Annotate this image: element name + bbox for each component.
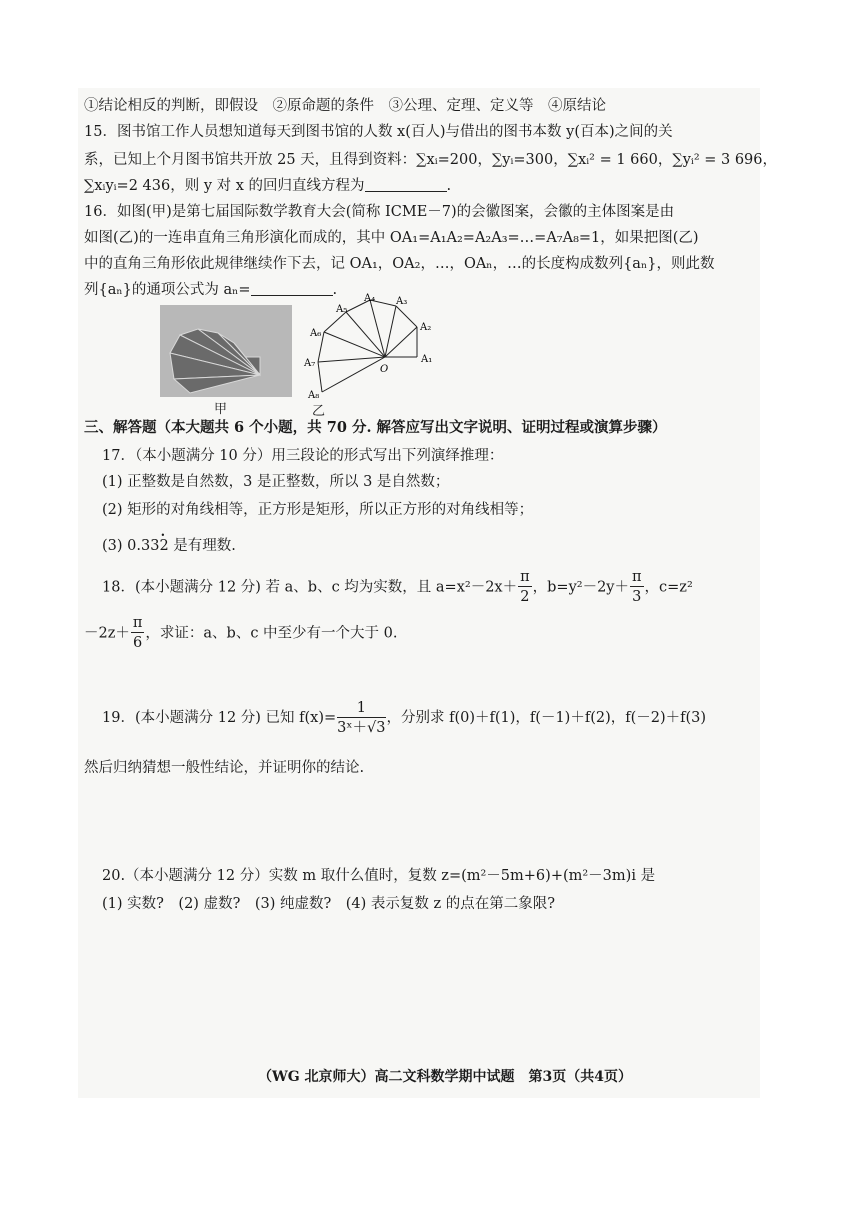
fraction-fx <box>337 699 385 738</box>
label-a1: A₁ <box>421 354 433 365</box>
label-a7: A₇ <box>304 358 316 369</box>
fraction-numerator: π <box>132 615 143 631</box>
label-a8: A₈ <box>308 390 320 401</box>
fraction-denominator: 2 <box>520 589 530 605</box>
section-3-heading: 三、解答题（本大题共 6 个小题，共 70 分. 解答应写出文字说明、证明过程或演算步骤） <box>84 419 667 436</box>
fraction-denominator: 3 <box>632 589 642 605</box>
label-a5: A₅ <box>336 304 348 315</box>
q20-line-1: 20.（本小题满分 12 分）实数 m 取什么值时，复数 z=(m²－5m+6)+(m²－3m)i 是 <box>102 868 656 884</box>
q17-item-3-text: 是有理数. <box>173 538 236 554</box>
repeating-digit: • 2 <box>159 538 168 554</box>
q16-text: 列{aₙ}的通项公式为 aₙ= <box>84 282 251 298</box>
q16-line-1: 16．如图(甲)是第七届国际数学教育大会(简称 ICME－7)的会徽图案，会徽的主体图案是由 <box>84 204 675 220</box>
q20-line-2: (1) 实数? (2) 虚数? (3) 纯虚数? (4) 表示复数 z 的点在第二象限? <box>102 896 556 912</box>
q17-item-3-number: (3) 0.33 <box>102 538 160 554</box>
spiral-lines <box>318 300 417 392</box>
fraction-pi-over-2 <box>518 568 532 607</box>
fraction-denominator: 6 <box>133 635 143 651</box>
q15-period: . <box>446 178 452 194</box>
q17-item-2: (2) 矩形的对角线相等，正方形是矩形，所以正方形的对角线相等； <box>102 502 534 518</box>
q19-text-b: ，分别求 f(0)＋f(1)，f(－1)＋f(2)，f(－2)＋f(3) <box>386 710 707 726</box>
q15-answer-blank <box>365 177 447 192</box>
label-a3: A₃ <box>396 296 408 307</box>
label-a4: A₄ <box>364 293 376 304</box>
q19-line-2: 然后归纳猜想一般性结论，并证明你的结论. <box>84 760 365 776</box>
q15-text: ∑xᵢyᵢ=2 436，则 y 对 x 的回归直线方程为 <box>84 178 365 194</box>
q17-item-3 <box>102 536 236 556</box>
label-o: O <box>380 364 389 375</box>
q17-line-1: 17．（本小题满分 10 分）用三段论的形式写出下列演绎推理： <box>102 448 504 464</box>
q18-text-b: ，b=y²－2y＋ <box>532 579 629 596</box>
q15-line-2: 系，已知上个月图书馆共开放 25 天，且得到资料：∑xᵢ=200，∑yᵢ=300，∑xᵢ² = 1 660，∑yᵢ² = 3 696， <box>84 152 778 168</box>
label-a6: A₆ <box>310 328 322 339</box>
fraction-pi-over-6 <box>131 614 145 653</box>
q19-line-1 <box>102 698 706 738</box>
label-a2: A₂ <box>420 322 432 333</box>
q18-text-e: ，求证：a、b、c 中至少有一个大于 0. <box>145 625 398 642</box>
q19-text-a: 19．(本小题满分 12 分) 已知 f(x)= <box>102 710 337 726</box>
q18-text-c: ，c=z² <box>644 579 693 596</box>
q16-line-3: 中的直角三角形依此规律继续作下去，记 OA₁，OA₂，…，OAₙ，…的长度构成数列{aₙ}，则此数 <box>84 256 715 272</box>
fraction-pi-over-3 <box>630 568 644 607</box>
q17-item-1: (1) 正整数是自然数，3 是正整数，所以 3 是自然数； <box>102 474 450 490</box>
icme-logo-figure <box>160 305 292 397</box>
q16-line-2: 如图(乙)的一连串直角三角形演化而成的，其中 OA₁=A₁A₂=A₂A₃=…=A₇A₈=1，如果把图(乙) <box>84 230 699 246</box>
triangle-spiral-figure <box>300 292 440 404</box>
q18-text-d: －2z＋ <box>84 625 130 642</box>
q16-period: . <box>332 282 338 298</box>
fraction-numerator: π <box>632 569 642 585</box>
q14-options: ①结论相反的判断，即假设 ②原命题的条件 ③公理、定理、定义等 ④原结论 <box>84 98 606 114</box>
q18-text-a: 18．(本小题满分 12 分) 若 a、b、c 均为实数，且 a=x²－2x＋ <box>102 579 518 596</box>
caption-jia: 甲 <box>214 402 228 417</box>
q18-line-2 <box>84 614 398 653</box>
caption-yi: 乙 <box>312 404 326 419</box>
fraction-numerator: π <box>520 569 530 585</box>
page-footer: （WG 北京师大）高二文科数学期中试题 第3页（共4页） <box>258 1069 633 1085</box>
fraction-numerator: 1 <box>337 699 385 718</box>
q15-line-1: 15．图书馆工作人员想知道每天到图书馆的人数 x(百人)与借出的图书本数 y(百本)之间的关 <box>84 124 673 140</box>
q15-line-3 <box>84 176 451 196</box>
q18-line-1 <box>102 568 693 607</box>
fraction-denominator: 3ˣ＋√3 <box>337 719 386 736</box>
